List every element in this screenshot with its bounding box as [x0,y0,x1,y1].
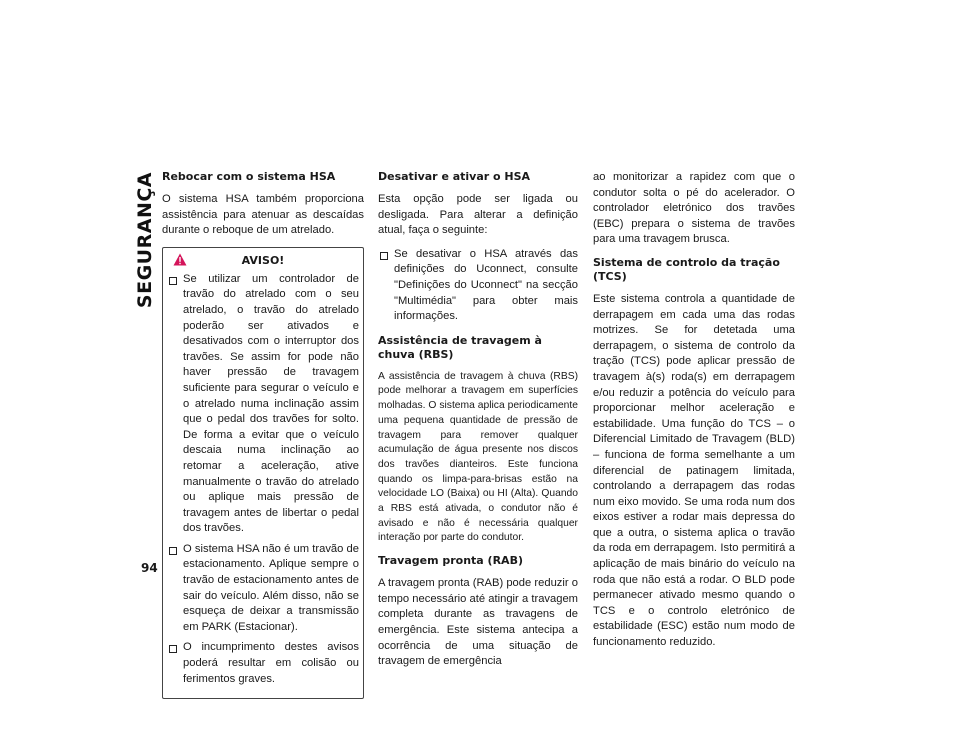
heading-rbs: Assistência de travagem à chuva (RBS) [378,333,542,361]
warning-title: AVISO! [241,253,285,267]
paragraph-rab-continued: ao monitorizar a rapidez com que o condutor solta o pé do acelerador. O controlador eletrónico dos travões (EBC) prepara o sistema de travões para uma travagem brusca. [593,171,795,246]
warning-item-text: O sistema HSA não é um travão de estacionamento. Aplique sempre o travão de estacionamento antes de sair do veículo. Além disso, não se esqueça de deixar a transmissão em PARK (Estacionar). [183,542,359,633]
list-item-text: Se desativar o HSA através das definições do Uconnect, consulte "Definições do Uconnect" na secção "Multimédia" para obter mais informações. [394,247,578,323]
warning-item [167,640,359,687]
column-3 [593,170,795,659]
warning-item [167,542,359,636]
checkbox-bullet-icon [380,252,388,260]
paragraph-rebocar-hsa: O sistema HSA também proporciona assistência para atenuar as descaídas durante o reboque de um atrelado. [162,193,364,237]
checkbox-bullet-icon [169,645,177,653]
heading-tcs: Sistema de controlo da tração (TCS) [593,255,780,283]
heading-rab: Travagem pronta (RAB) [378,554,523,568]
heading-rebocar-hsa: Rebocar com o sistema HSA [162,170,336,183]
warning-item-text: O incumprimento destes avisos poderá resultar em colisão ou ferimentos graves. [183,641,359,685]
paragraph-rbs: A assistência de travagem à chuva (RBS) pode melhorar a travagem em superfícies molhadas. O sistema aplica periodicamente uma pequena quantidade de pressão de travagem para remover qualquer acumulação de água presente nos discos dos travões dianteiros. Este funciona quando os limpa-para-brisas estão na velocidade LO (Baixa) ou HI (Alta). Quando a RBS está ativada, o condutor não é avisado e não é necessária qualquer interação por parte do condutor. [378,370,578,544]
warning-item [167,272,359,537]
checkbox-bullet-icon [169,547,177,555]
list-item [378,247,578,325]
column-1 [162,170,364,699]
section-title: SEGURANÇA [134,172,156,309]
paragraph-desativar-hsa: Esta opção pode ser ligada ou desligada. Para alterar a definição atual, faça o seguinte: [378,193,578,237]
heading-desativar-hsa: Desativar e ativar o HSA [378,170,531,183]
column-2 [378,170,578,678]
paragraph-tcs: Este sistema controla a quantidade de derrapagem em cada uma das rodas motrizes. Se for detetada uma derrapagem, o sistema de controlo da tração (TCS) pode aplicar pressão de travagem à(s) roda(s) em derrapagem e/ou reduzir a potência do veículo para proporcionar melhor aceleração e estabilidade. Uma função do TCS – o Diferencial Limitado de Travagem (BLD) – funciona de forma semelhante a um diferencial de patinagem limitada, controlando a derrapagem das rodas num eixo movido. Se uma roda num dos eixos estiver a rodar mais depressa do que a outra, o sistema aplica o travão da roda em derrapagem. Isto permitirá a aplicação de mais binário do veículo na roda que não está a rodar. O BLD pode permanecer ativado mesmo quando o TCS e o controlo eletrónico de estabilidade (ESC) estão num modo de funcionamento reduzido. [593,292,795,649]
paragraph-rab: A travagem pronta (RAB) pode reduzir o tempo necessário até atingir a travagem completa durante as travagens de emergência. Este sistema antecipa a ocorrência de uma situação de travagem de emergência [378,577,578,668]
page-number: 94 [141,561,158,575]
warning-header [167,248,359,272]
checkbox-bullet-icon [169,277,177,285]
warning-item-text: Se utilizar um controlador de travão do atrelado com o seu atrelado, o travão do atrelado poderão ser ativados e desativados com o interruptor dos travões. Se assim for pode não haver pressão de travagem suficiente para segurar o veículo e o atrelado numa inclinação assim que o pedal dos travões for solto. De forma a evitar que o veículo descaia numa inclinação ao retomar a aceleração, ative manualmente o travão do atrelado ou aplique mais pressão de travagem antes de libertar o pedal dos travões. [183,272,359,535]
warning-box [162,247,364,699]
